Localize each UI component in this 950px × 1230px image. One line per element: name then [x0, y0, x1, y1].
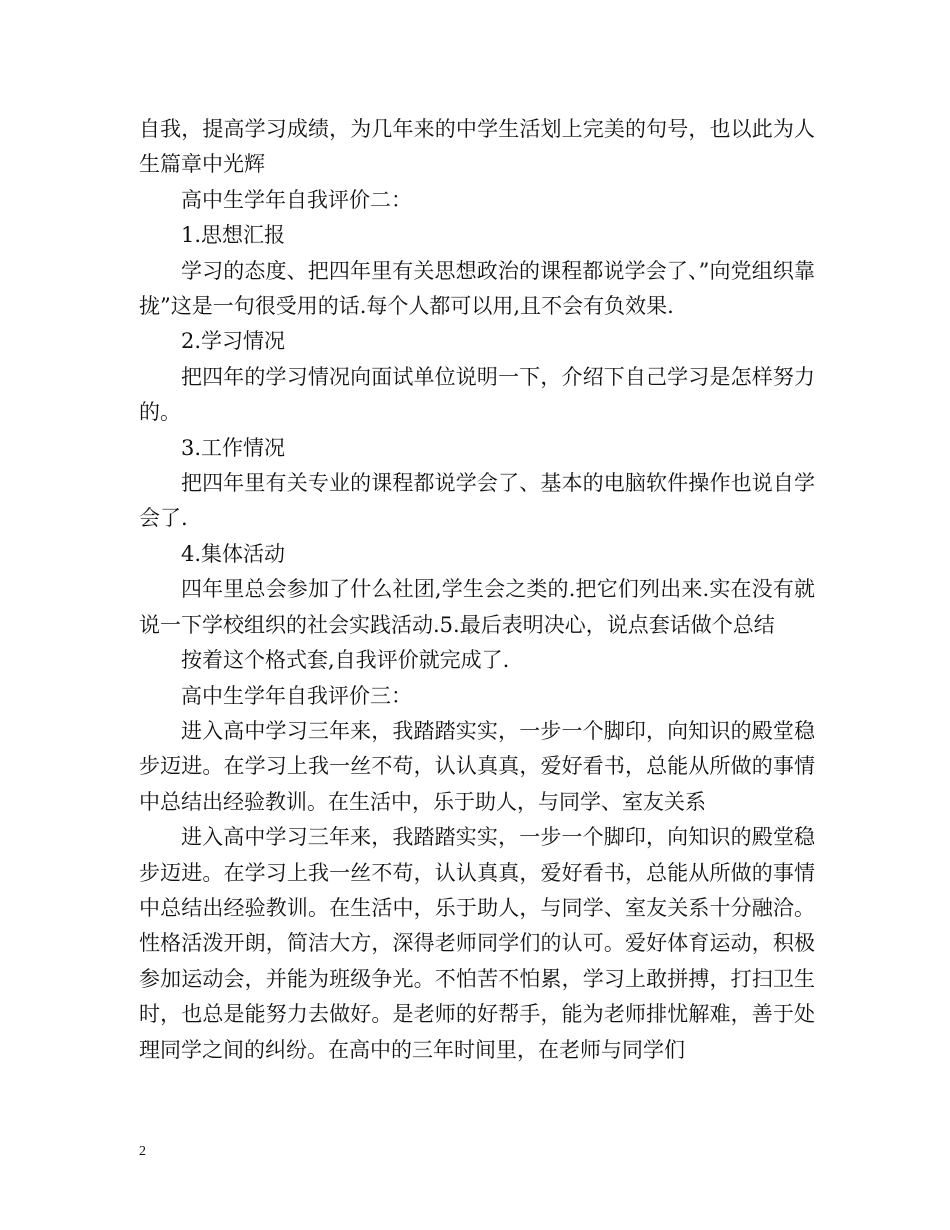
list-heading-4: 4.集体活动 [181, 541, 286, 566]
paragraph-4: 把四年里有关专业的课程都说学会了、基本的电脑软件操作也说自学会了. [139, 471, 815, 531]
paragraph-5: 四年里总会参加了什么社团,学生会之类的.把它们列出来.实在没有就说一下学校组织的社会实践活动.5.最后表明决心，说点套话做个总结 [139, 577, 815, 637]
paragraph-2: 学习的态度、把四年里有关思想政治的课程都说学会了、”向党组织靠拢”这是一句很受用的话.每个人都可以用,且不会有负效果. [139, 258, 815, 319]
paragraph-6: 按着这个格式套,自我评价就完成了. [181, 648, 510, 673]
paragraph-3: 把四年的学习情况向面试单位说明一下，介绍下自己学习是怎样努力的。 [139, 364, 815, 425]
section-heading-3: 高中生学年自我评价三： [181, 683, 412, 708]
list-heading-3: 3.工作情况 [181, 435, 286, 460]
page-number: 2 [139, 1144, 146, 1159]
paragraph-7: 进入高中学习三年来，我踏踏实实，一步一个脚印，向知识的殿堂稳步迈进。在学习上我一丝不苟，认认真真，爱好看书，总能从所做的事情中总结出经验教训。在生活中，乐于助人，与同学、室友关系 [139, 718, 815, 814]
paragraph-8: 进入高中学习三年来，我踏踏实实，一步一个脚印，向知识的殿堂稳步迈进。在学习上我一丝不苟，认认真真，爱好看书，总能从所做的事情中总结出经验教训。在生活中，乐于助人，与同学、室友关系十分融洽。性格活泼开朗，简洁大方，深得老师同学们的认可。爱好体育运动，积极参加运动会，并能为班级争光。不怕苦不怕累，学习上敢拼搏，打扫卫生时，也总是能努力去做好。是老师的好帮手，能为老师排忧解难，善于处理同学之间的纠纷。在高中的三年时间里，在老师与同学们 [139, 825, 815, 1062]
document-body [139, 112, 815, 1068]
paragraph-1: 自我，提高学习成绩，为几年来的中学生活划上完美的句号，也以此为人生篇章中光辉 [139, 117, 815, 177]
list-heading-1: 1.思想汇报 [181, 223, 286, 248]
section-heading-2: 高中生学年自我评价二： [181, 187, 412, 212]
list-heading-2: 2.学习情况 [181, 329, 286, 354]
